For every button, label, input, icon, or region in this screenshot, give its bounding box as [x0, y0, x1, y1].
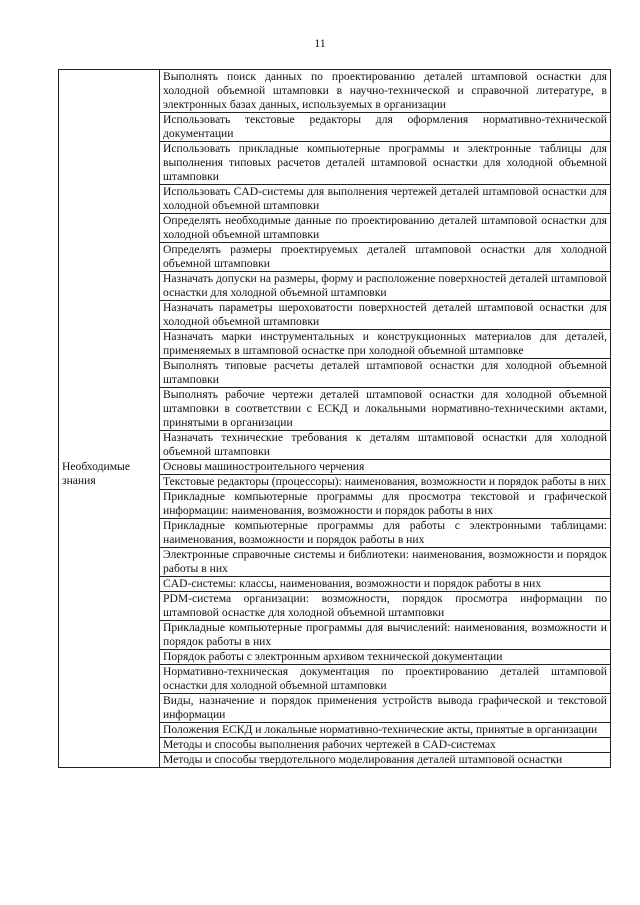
- ability-item: Выполнять поиск данных по проектированию деталей штамповой оснастки для холодной объемной штамповки в научно-технической и справочной литературе, в электронных базах данных, используемых в организации: [160, 70, 611, 113]
- knowledge-item: Методы и способы твердотельного моделирования деталей штамповой оснастки: [160, 753, 611, 768]
- abilities-label-cell: [59, 70, 160, 460]
- knowledge-label-cell: Необходимые знания: [59, 460, 160, 768]
- knowledge-item: Нормативно-техническая документация по проектированию деталей штамповой оснастки для холодной объемной штамповки: [160, 665, 611, 694]
- knowledge-item: Прикладные компьютерные программы для вычислений: наименования, возможности и порядок работы в них: [160, 621, 611, 650]
- knowledge-item: Текстовые редакторы (процессоры): наименования, возможности и порядок работы в них: [160, 475, 611, 490]
- page-number: 11: [314, 36, 326, 50]
- knowledge-item: Методы и способы выполнения рабочих чертежей в CAD-системах: [160, 738, 611, 753]
- knowledge-item: Прикладные компьютерные программы для просмотра текстовой и графической информации: наименования, возможности и порядок работы в них: [160, 490, 611, 519]
- ability-item: Определять необходимые данные по проектированию деталей штамповой оснастки для холодной объемной штамповки: [160, 214, 611, 243]
- ability-item: Определять размеры проектируемых деталей штамповой оснастки для холодной объемной штамповки: [160, 243, 611, 272]
- requirements-table: [58, 69, 611, 768]
- ability-item: Использовать текстовые редакторы для оформления нормативно-технической документации: [160, 113, 611, 142]
- ability-item: Назначать параметры шероховатости поверхностей деталей штамповой оснастки для холодной объемной штамповки: [160, 301, 611, 330]
- knowledge-item: Положения ЕСКД и локальные нормативно-технические акты, принятые в организации: [160, 723, 611, 738]
- knowledge-item: Порядок работы с электронным архивом технической документации: [160, 650, 611, 665]
- knowledge-item: CAD-системы: классы, наименования, возможности и порядок работы в них: [160, 577, 611, 592]
- knowledge-item: Электронные справочные системы и библиотеки: наименования, возможности и порядок работы в них: [160, 548, 611, 577]
- ability-item: Использовать прикладные компьютерные программы и электронные таблицы для выполнения типовых расчетов деталей штамповой оснастки для холодной объемной штамповки: [160, 142, 611, 185]
- ability-item: Выполнять рабочие чертежи деталей штамповой оснастки для холодной объемной штамповки в соответствии с ЕСКД и локальными нормативно-техническими актами, принятыми в организации: [160, 388, 611, 431]
- table-row: [59, 70, 611, 113]
- knowledge-item: Виды, назначение и порядок применения устройств вывода графической и текстовой информации: [160, 694, 611, 723]
- ability-item: Назначать технические требования к деталям штамповой оснастки для холодной объемной штамповки: [160, 431, 611, 460]
- ability-item: Использовать CAD-системы для выполнения чертежей деталей штамповой оснастки для холодной объемной штамповки: [160, 185, 611, 214]
- knowledge-item: PDM-система организации: возможности, порядок просмотра информации по штамповой оснастке для холодной объемной штамповки: [160, 592, 611, 621]
- table-row: [59, 460, 611, 475]
- knowledge-item: Основы машиностроительного черчения: [160, 460, 611, 475]
- ability-item: Назначать марки инструментальных и конструкционных материалов для деталей, применяемых в штамповой оснастке при холодной объемной штамповке: [160, 330, 611, 359]
- ability-item: Назначать допуски на размеры, форму и расположение поверхностей деталей штамповой оснастки для холодной объемной штамповки: [160, 272, 611, 301]
- ability-item: Выполнять типовые расчеты деталей штамповой оснастки для холодной объемной штамповки: [160, 359, 611, 388]
- knowledge-item: Прикладные компьютерные программы для работы с электронными таблицами: наименования, возможности и порядок работы в них: [160, 519, 611, 548]
